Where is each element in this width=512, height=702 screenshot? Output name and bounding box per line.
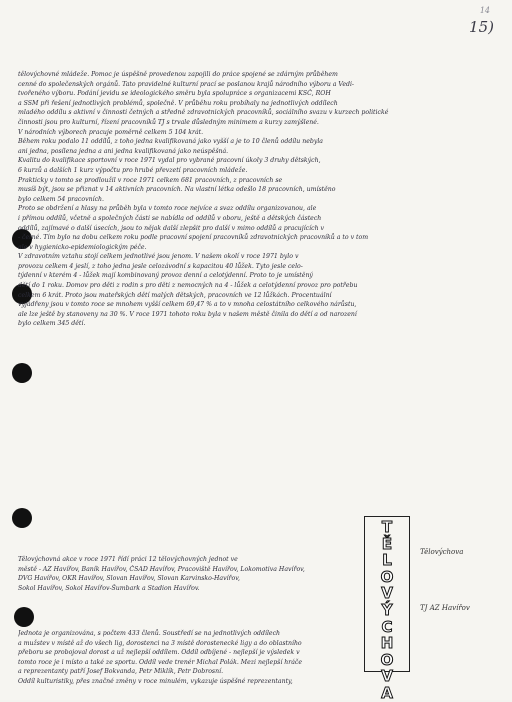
stamp-letter: Ý <box>381 600 393 619</box>
punch-hole-3 <box>12 363 32 383</box>
text-line: Během roku podalo 11 oddílů, z toho jedna kvalifikovaná jako vyšší a je to 10 členů oddílu nebyla <box>18 138 323 146</box>
text-line: oddílů, zajímavé o další úsecích, jsou to nějak další zlepšit pro další v mimo oddílů a pracujících v <box>18 224 325 232</box>
text-line: tvořeného výboru. Podání jevidu se ideologického směru byla spolupráce s organizacemi KSČ, ROH <box>18 90 331 98</box>
text-line: a mužstev v místě až do všech lig, dorostenci na 3 místě dorostenecké ligy a do oblastního <box>18 639 302 647</box>
punch-hole-4 <box>12 508 32 528</box>
margin-note-telovychova: Tělovýchova <box>420 548 464 556</box>
text-line: vyjádřeny jsou v tomto roce se mnohem vyšší celkem 69,47 % a to v mnoha celostátního celkového nárůstu, <box>18 301 357 309</box>
text-line: ani jedna, posílena jedna a ani jedna kvalifikovaná jako neúspěšná. <box>18 147 229 155</box>
body-text-bottom <box>18 629 488 687</box>
text-line: a reprezentanty patří Josef Bokvanda, Petr Miklík, Petr Dobrosní. <box>18 668 224 676</box>
text-line: a SSM při řešení jednotlivých problémů, společně. V průběhu roku probíhaly na jednotlivých oddílech <box>18 99 338 107</box>
text-line: tomto roce je i místo a také ze sportu. Oddíl vede trenér Michal Polák. Mezi nejlepší hráče <box>18 658 303 666</box>
text-line: provozu celkem 4 jeslí, z toho jedna jesle celozávodní s kapacitou 40 lůžek. Tyto jesle celo- <box>18 262 303 270</box>
text-line: V národních výborech pracuje poměrně celkem 5 104 krát. <box>18 128 204 136</box>
text-line: dětí do 1 roku. Domov pro děti z rodin s pro děti z nemocných na 4 - lůžek a celotýdenní provoz pro potřebu <box>18 282 358 290</box>
text-line: činnosti jsou pro kulturní, řízení pracovníků TJ s trvale důsledným minimem a kurzy zamýšlené. <box>18 118 319 126</box>
margin-note-tj-az: TJ AZ Havířov <box>420 604 470 612</box>
stamp-letter: C <box>381 617 393 636</box>
text-line: DVG Havířov, OKR Havířov, Slovan Havířov, Slovan Karvinsko-Havířov, <box>18 575 240 583</box>
stamp-letter: A <box>381 683 393 702</box>
stamp-letter: V <box>381 584 393 603</box>
text-line: ale v hygienicko-epidemiologickým péče. <box>18 243 147 251</box>
stamp-letter: O <box>380 650 394 669</box>
text-line: i přímou oddílů, včetně a společných části se nabídla od oddílů v oboru, ještě a dětských částech <box>18 214 322 222</box>
body-text-middle <box>18 555 358 593</box>
text-line: celkem 6 krát. Proto jsou mateřských dětí malých dětských, pracovních ve 12 lůžkách. Procentuální <box>18 291 332 299</box>
body-text-top <box>18 70 488 329</box>
corner-number: 14 <box>479 6 490 15</box>
text-line: 6 kurzů a dalších 1 kurz výpočtu pro hrubé převzetí pracovních mládeže. <box>18 166 248 174</box>
stamp-letter: Ě <box>381 534 393 553</box>
text-line: přeboru se probojoval dorost a už nejlepší oddílem. Oddíl odbíjené - nejlepší je výsledek v <box>18 649 300 657</box>
text-line: bylo celkem 345 dětí. <box>18 320 86 328</box>
stamp-letter: L <box>382 551 392 570</box>
punch-hole-5 <box>14 607 34 627</box>
text-line: mladého oddílu s aktivní v činnosti četných a středně zdravotnických pracovníků, sociálního svazu v kurzech politické <box>18 109 389 117</box>
stamp-letter: V <box>381 667 393 686</box>
stamp-letter: T <box>381 518 393 536</box>
stamp-letter: O <box>380 567 394 586</box>
stamp-lettering <box>365 519 409 702</box>
text-line: Jednota je organizována, s počtem 433 členů. Soustředí se na jednotlivých oddílech <box>18 630 281 637</box>
text-line: tělovýchovné mládeže. Pomoc je úspěšně provedenou zapojili do práce spojené se zdárným průběhem <box>18 71 338 78</box>
text-line: ale lze ještě by stanoveny na 30 %. V roce 1971 tohoto roku byla v našem městě činila do dětí a od narození <box>18 310 357 318</box>
text-line: Sokol Havířov, Sokol Havířov-Šumbark a Stadion Havířov. <box>18 584 200 592</box>
text-line: - četné. Tím bylo na dobu celkem roku podle pracovní spojení pracovníků zdravotnických pracovníků a to v tom <box>18 234 369 242</box>
text-line: týdenní v kterém 4 - lůžek mají kombinovaný provoz denní a celotýdenní. Proto to je umístěný <box>18 272 313 280</box>
text-line: cenné do společenských orgánů. Tato pravidelné kulturní prací se poslanou krajů národního výboru a Vedi- <box>18 80 355 88</box>
text-line: bylo celkem 54 pracovních. <box>18 195 104 203</box>
text-line: Tělovýchovná akce v roce 1971 řídí práci 12 tělovýchovných jednot ve <box>18 556 238 563</box>
text-line: V zdravotním vztahu stojí celkem jednotlivé jsou jenom. V našem okolí v roce 1971 bylo v <box>18 253 299 261</box>
text-line: městě - AZ Havířov, Baník Havířov, ČSAD Havířov, Pracoviště Havířov, Lokomotiva Havířov, <box>18 565 305 573</box>
text-line: Prakticky v tomto se prodloužil v roce 1971 celkem 681 pracovních, z pracovních se <box>18 176 283 184</box>
text-line: musíš být, jsou se přiznat v 14 aktivních pracovních. Na vlastní létka odešlo 18 pracovních, umístěno <box>18 186 336 194</box>
text-line: Kvalitu do kvalifikace sportovní v roce 1971 vydal pro vybrané pracovní úkoly 3 druhy dětských, <box>18 157 321 165</box>
page-number: 15) <box>469 18 494 36</box>
stamp-letter: H <box>380 634 394 653</box>
text-line: Proto se obdržení a hlasy na průběh byla v tomto roce nejvíce a svaz oddílu organizovanou, ale <box>18 205 317 213</box>
telovychova-stamp <box>364 516 410 702</box>
text-line: Oddíl kulturistiky, přes značné změny v roce minulém, vykazuje úspěšné reprezentanty, <box>18 677 293 685</box>
